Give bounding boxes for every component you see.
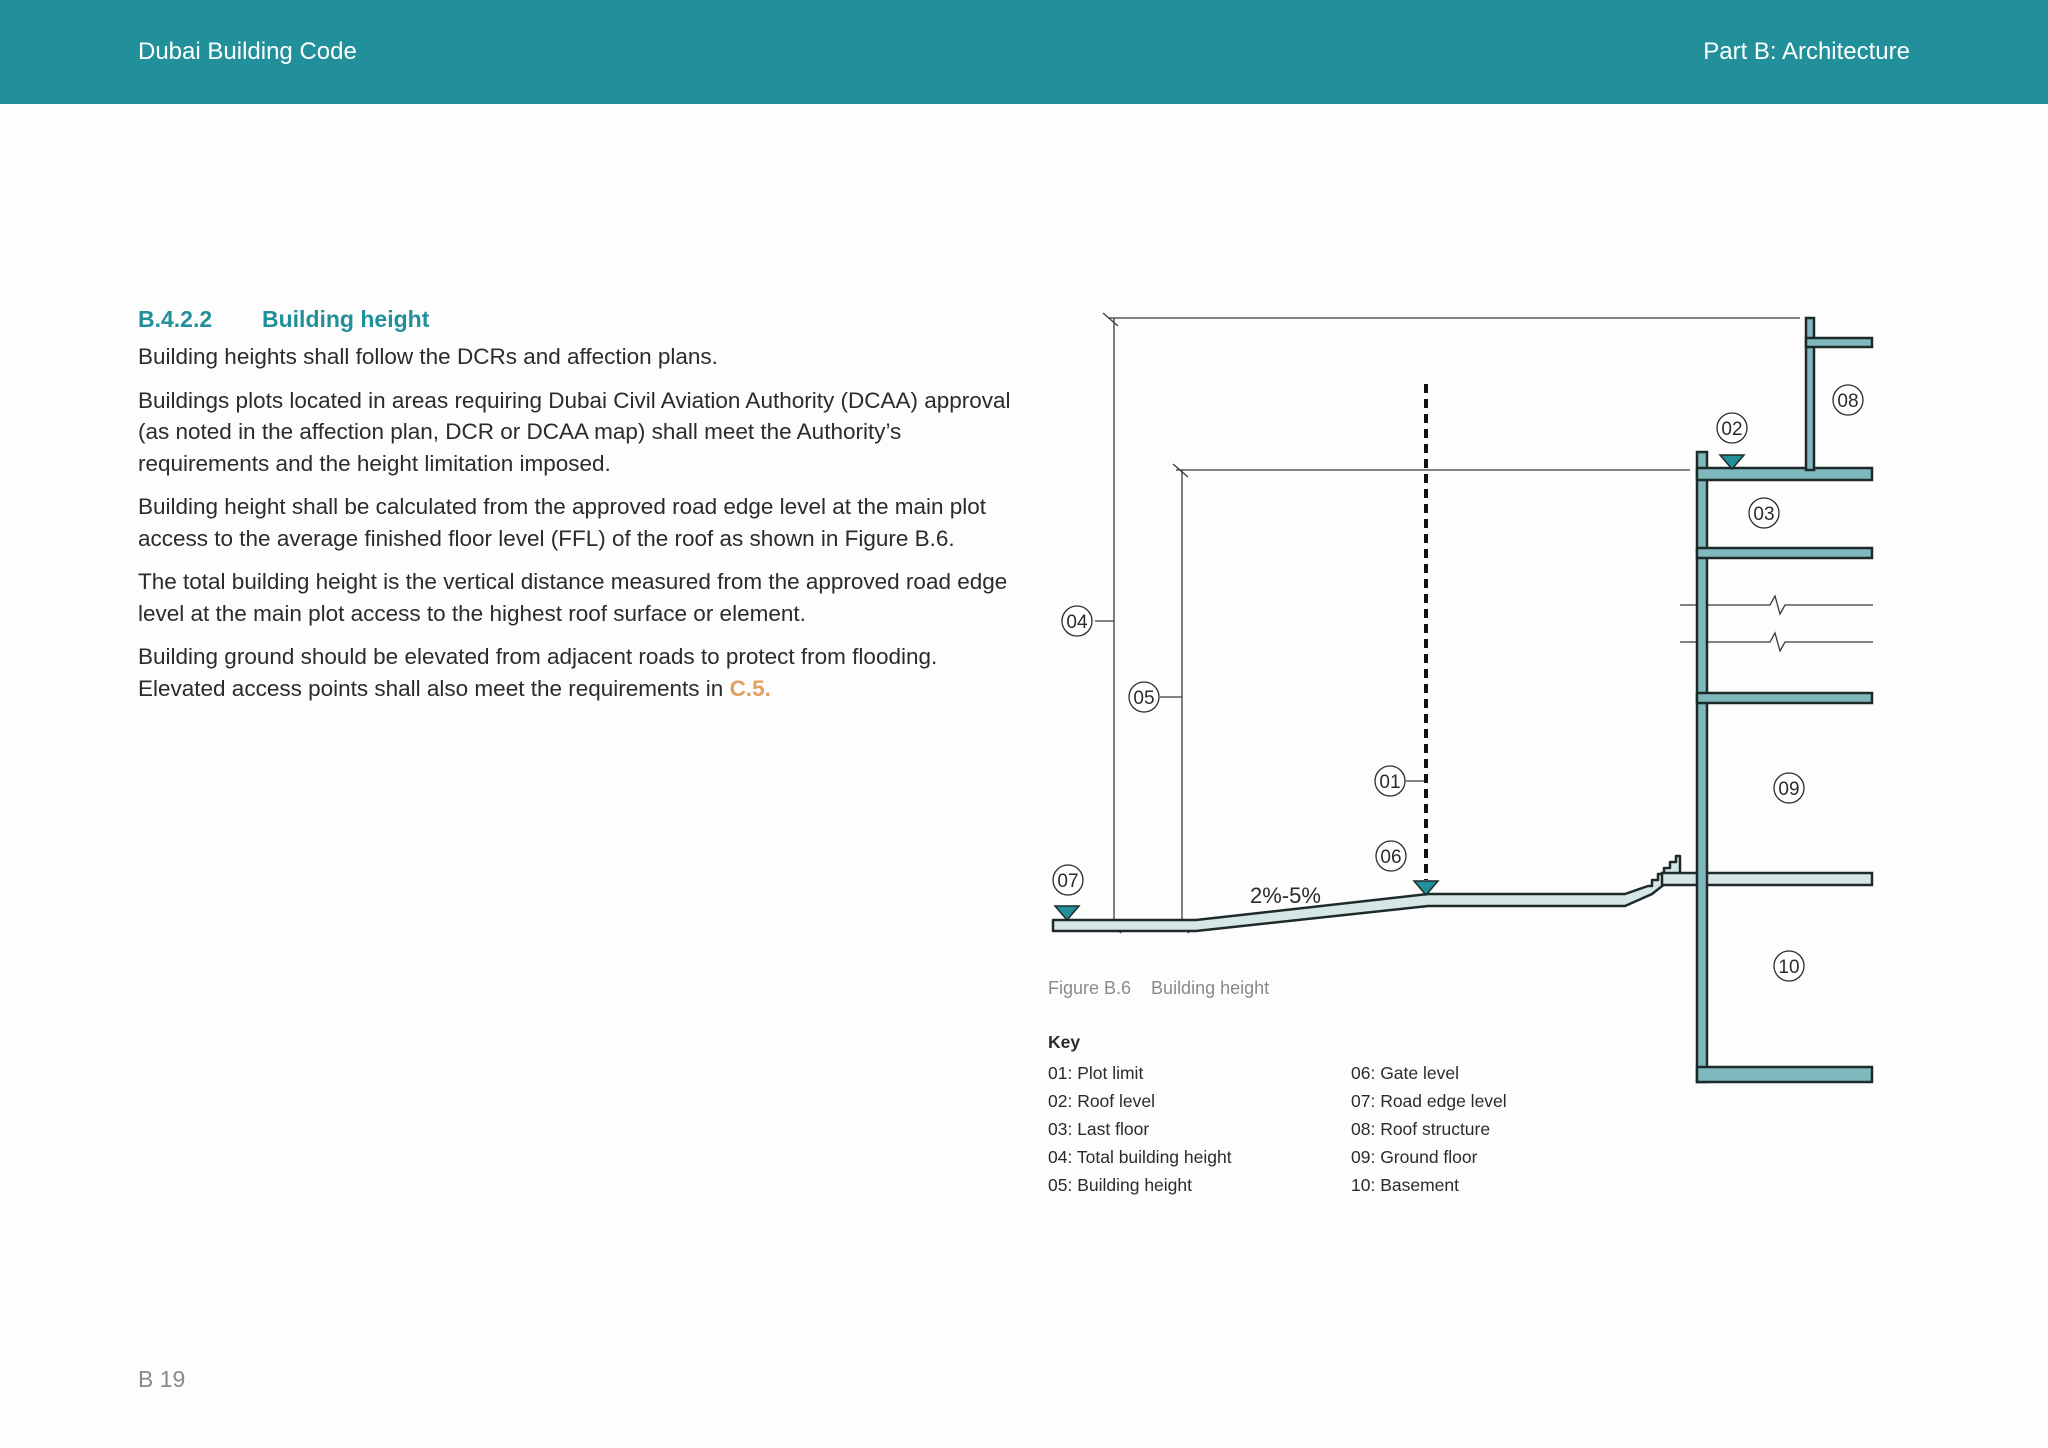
key-column-2 <box>1351 1059 1654 1199</box>
paragraph-5-text: Building ground should be elevated from adjacent roads to protect from flooding. Elevated access points shall also meet the requirements in <box>138 644 938 701</box>
svg-text:03: 03 <box>1753 504 1775 525</box>
marker-06 <box>1376 841 1406 871</box>
section-link-c5[interactable]: C.5. <box>729 675 771 701</box>
svg-text:01: 01 <box>1379 772 1401 793</box>
svg-text:09: 09 <box>1778 779 1800 800</box>
key-item: 07: Road edge level <box>1351 1091 1507 1111</box>
key-column-1 <box>1048 1059 1351 1199</box>
svg-text:07: 07 <box>1057 871 1079 892</box>
key-item: 09: Ground floor <box>1351 1147 1478 1167</box>
paragraph-3: Building height shall be calculated from the approved road edge level at the main plot access to the average finished floor level (FFL) of the roof as shown in Figure B.6. <box>138 494 987 551</box>
key-item: 02: Roof level <box>1048 1091 1156 1111</box>
figure-number: Figure B.6 <box>1048 978 1132 998</box>
key-item: 06: Gate level <box>1351 1063 1459 1083</box>
marker-03 <box>1749 498 1779 528</box>
marker-07 <box>1053 865 1083 895</box>
road-edge-level-icon <box>1055 906 1079 920</box>
svg-text:06: 06 <box>1380 847 1402 868</box>
key-item: 05: Building height <box>1048 1175 1192 1195</box>
paragraph-1: Building heights shall follow the DCRs and affection plans. <box>138 344 718 369</box>
key-item: 08: Roof structure <box>1351 1119 1491 1139</box>
svg-text:10: 10 <box>1778 957 1800 978</box>
marker-02 <box>1717 413 1747 443</box>
marker-04 <box>1062 606 1092 636</box>
road-ground-profile <box>1053 856 1680 931</box>
marker-05 <box>1129 682 1159 712</box>
figure-title: Building height <box>1151 978 1270 998</box>
slope-label: 2%-5% <box>1250 883 1321 908</box>
paragraph-2: Buildings plots located in areas requiring Dubai Civil Aviation Authority (DCAA) approval (as noted in the affection plan, DCR or DCAA map) shall meet the Authority’s requirements and the height limitation imposed. <box>138 387 1011 476</box>
svg-text:05: 05 <box>1133 688 1155 709</box>
key-title: Key <box>1048 1032 1081 1052</box>
figure-caption <box>1048 978 1269 999</box>
marker-08 <box>1833 385 1863 415</box>
key-item: 04: Total building height <box>1048 1147 1232 1167</box>
key-item: 10: Basement <box>1351 1175 1459 1195</box>
figure-key <box>1048 1032 1654 1199</box>
svg-text:02: 02 <box>1721 419 1743 440</box>
key-item: 01: Plot limit <box>1048 1063 1144 1083</box>
paragraph-4: The total building height is the vertical distance measured from the approved road edge level at the main plot access to the highest roof surface or element. <box>138 569 1008 626</box>
svg-text:08: 08 <box>1837 391 1859 412</box>
page-number: B 19 <box>138 1366 186 1392</box>
section-number: B.4.2.2 <box>138 306 213 332</box>
svg-text:04: 04 <box>1066 612 1088 633</box>
marker-09 <box>1774 773 1804 803</box>
marker-10 <box>1774 951 1804 981</box>
ground-floor-slab <box>1662 873 1872 885</box>
document-title: Dubai Building Code <box>138 38 357 65</box>
marker-01 <box>1375 766 1405 796</box>
document-part: Part B: Architecture <box>1703 38 1910 65</box>
section-title: Building height <box>262 306 430 332</box>
key-item: 03: Last floor <box>1048 1119 1150 1139</box>
